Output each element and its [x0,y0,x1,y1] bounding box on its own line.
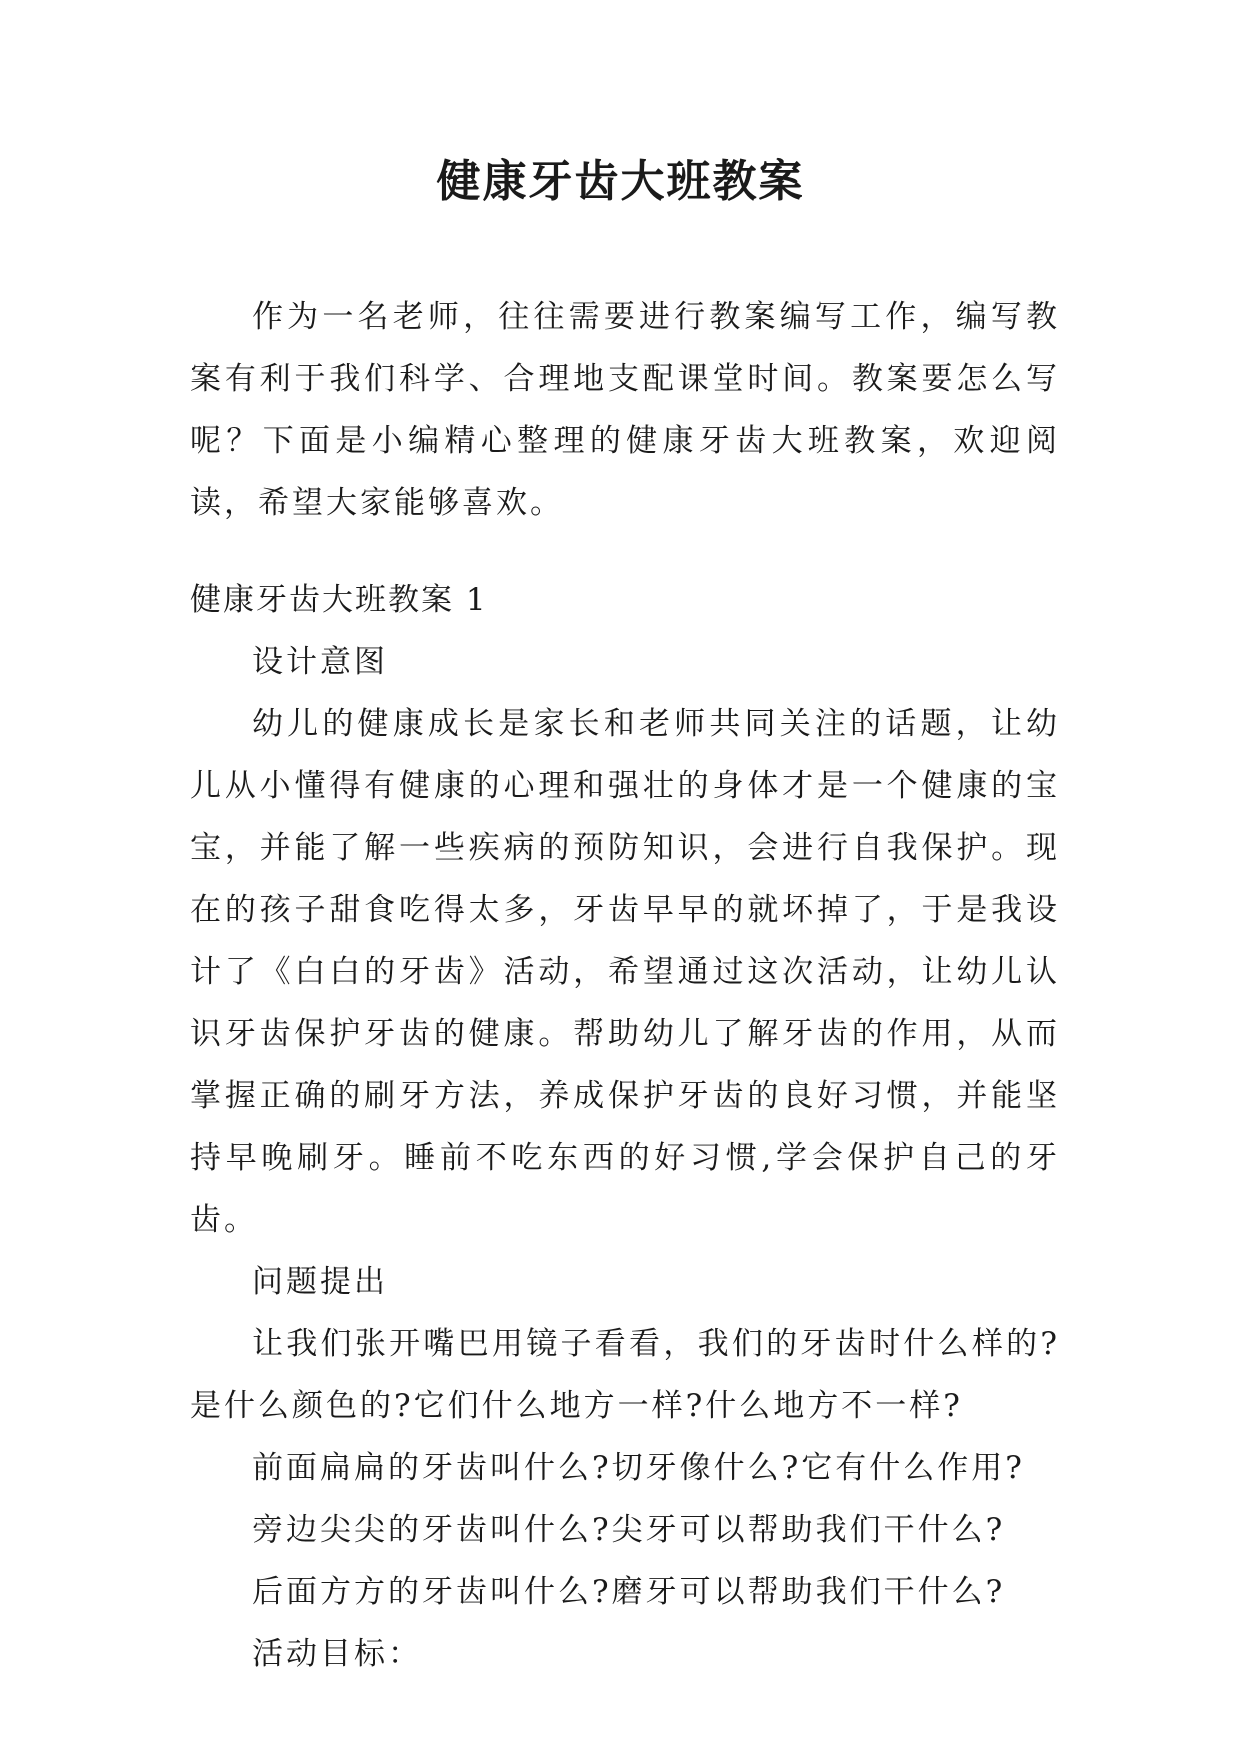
question-paragraph: 前面扁扁的牙齿叫什么?切牙像什么?它有什么作用? [252,1450,1025,1486]
intro-paragraph: 作为一名老师，往往需要进行教案编写工作，编写教案有利于我们科学、合理地支配课堂时间。教案要怎么写呢？下面是小编精心整理的健康牙齿大班教案，欢迎阅读，希望大家能够喜欢。 [190,299,1060,521]
document-body [190,286,1060,1685]
design-intent-heading: 设计意图 [252,644,388,680]
question-paragraph: 让我们张开嘴巴用镜子看看，我们的牙齿时什么样的?是什么颜色的?它们什么地方一样?什么地方不一样? [190,1326,1060,1424]
section-heading: 健康牙齿大班教案 1 [190,582,488,618]
question-paragraph: 后面方方的牙齿叫什么?磨牙可以帮助我们干什么? [252,1574,1006,1610]
goals-heading: 活动目标： [252,1636,422,1672]
design-intent-paragraph: 幼儿的健康成长是家长和老师共同关注的话题，让幼儿从小懂得有健康的心理和强壮的身体才是一个健康的宝宝，并能了解一些疾病的预防知识，会进行自我保护。现在的孩子甜食吃得太多，牙齿早早的就坏掉了，于是我设计了《白白的牙齿》活动，希望通过这次活动，让幼儿认识牙齿保护牙齿的健康。帮助幼儿了解牙齿的作用，从而掌握正确的刷牙方法，养成保护牙齿的良好习惯，并能坚持早晚刷牙。睡前不吃东西的好习惯,学会保护自己的牙齿。 [190,706,1060,1238]
question-heading: 问题提出 [252,1264,388,1300]
question-paragraph: 旁边尖尖的牙齿叫什么?尖牙可以帮助我们干什么? [252,1512,1006,1548]
document-title: 健康牙齿大班教案 [436,156,805,207]
